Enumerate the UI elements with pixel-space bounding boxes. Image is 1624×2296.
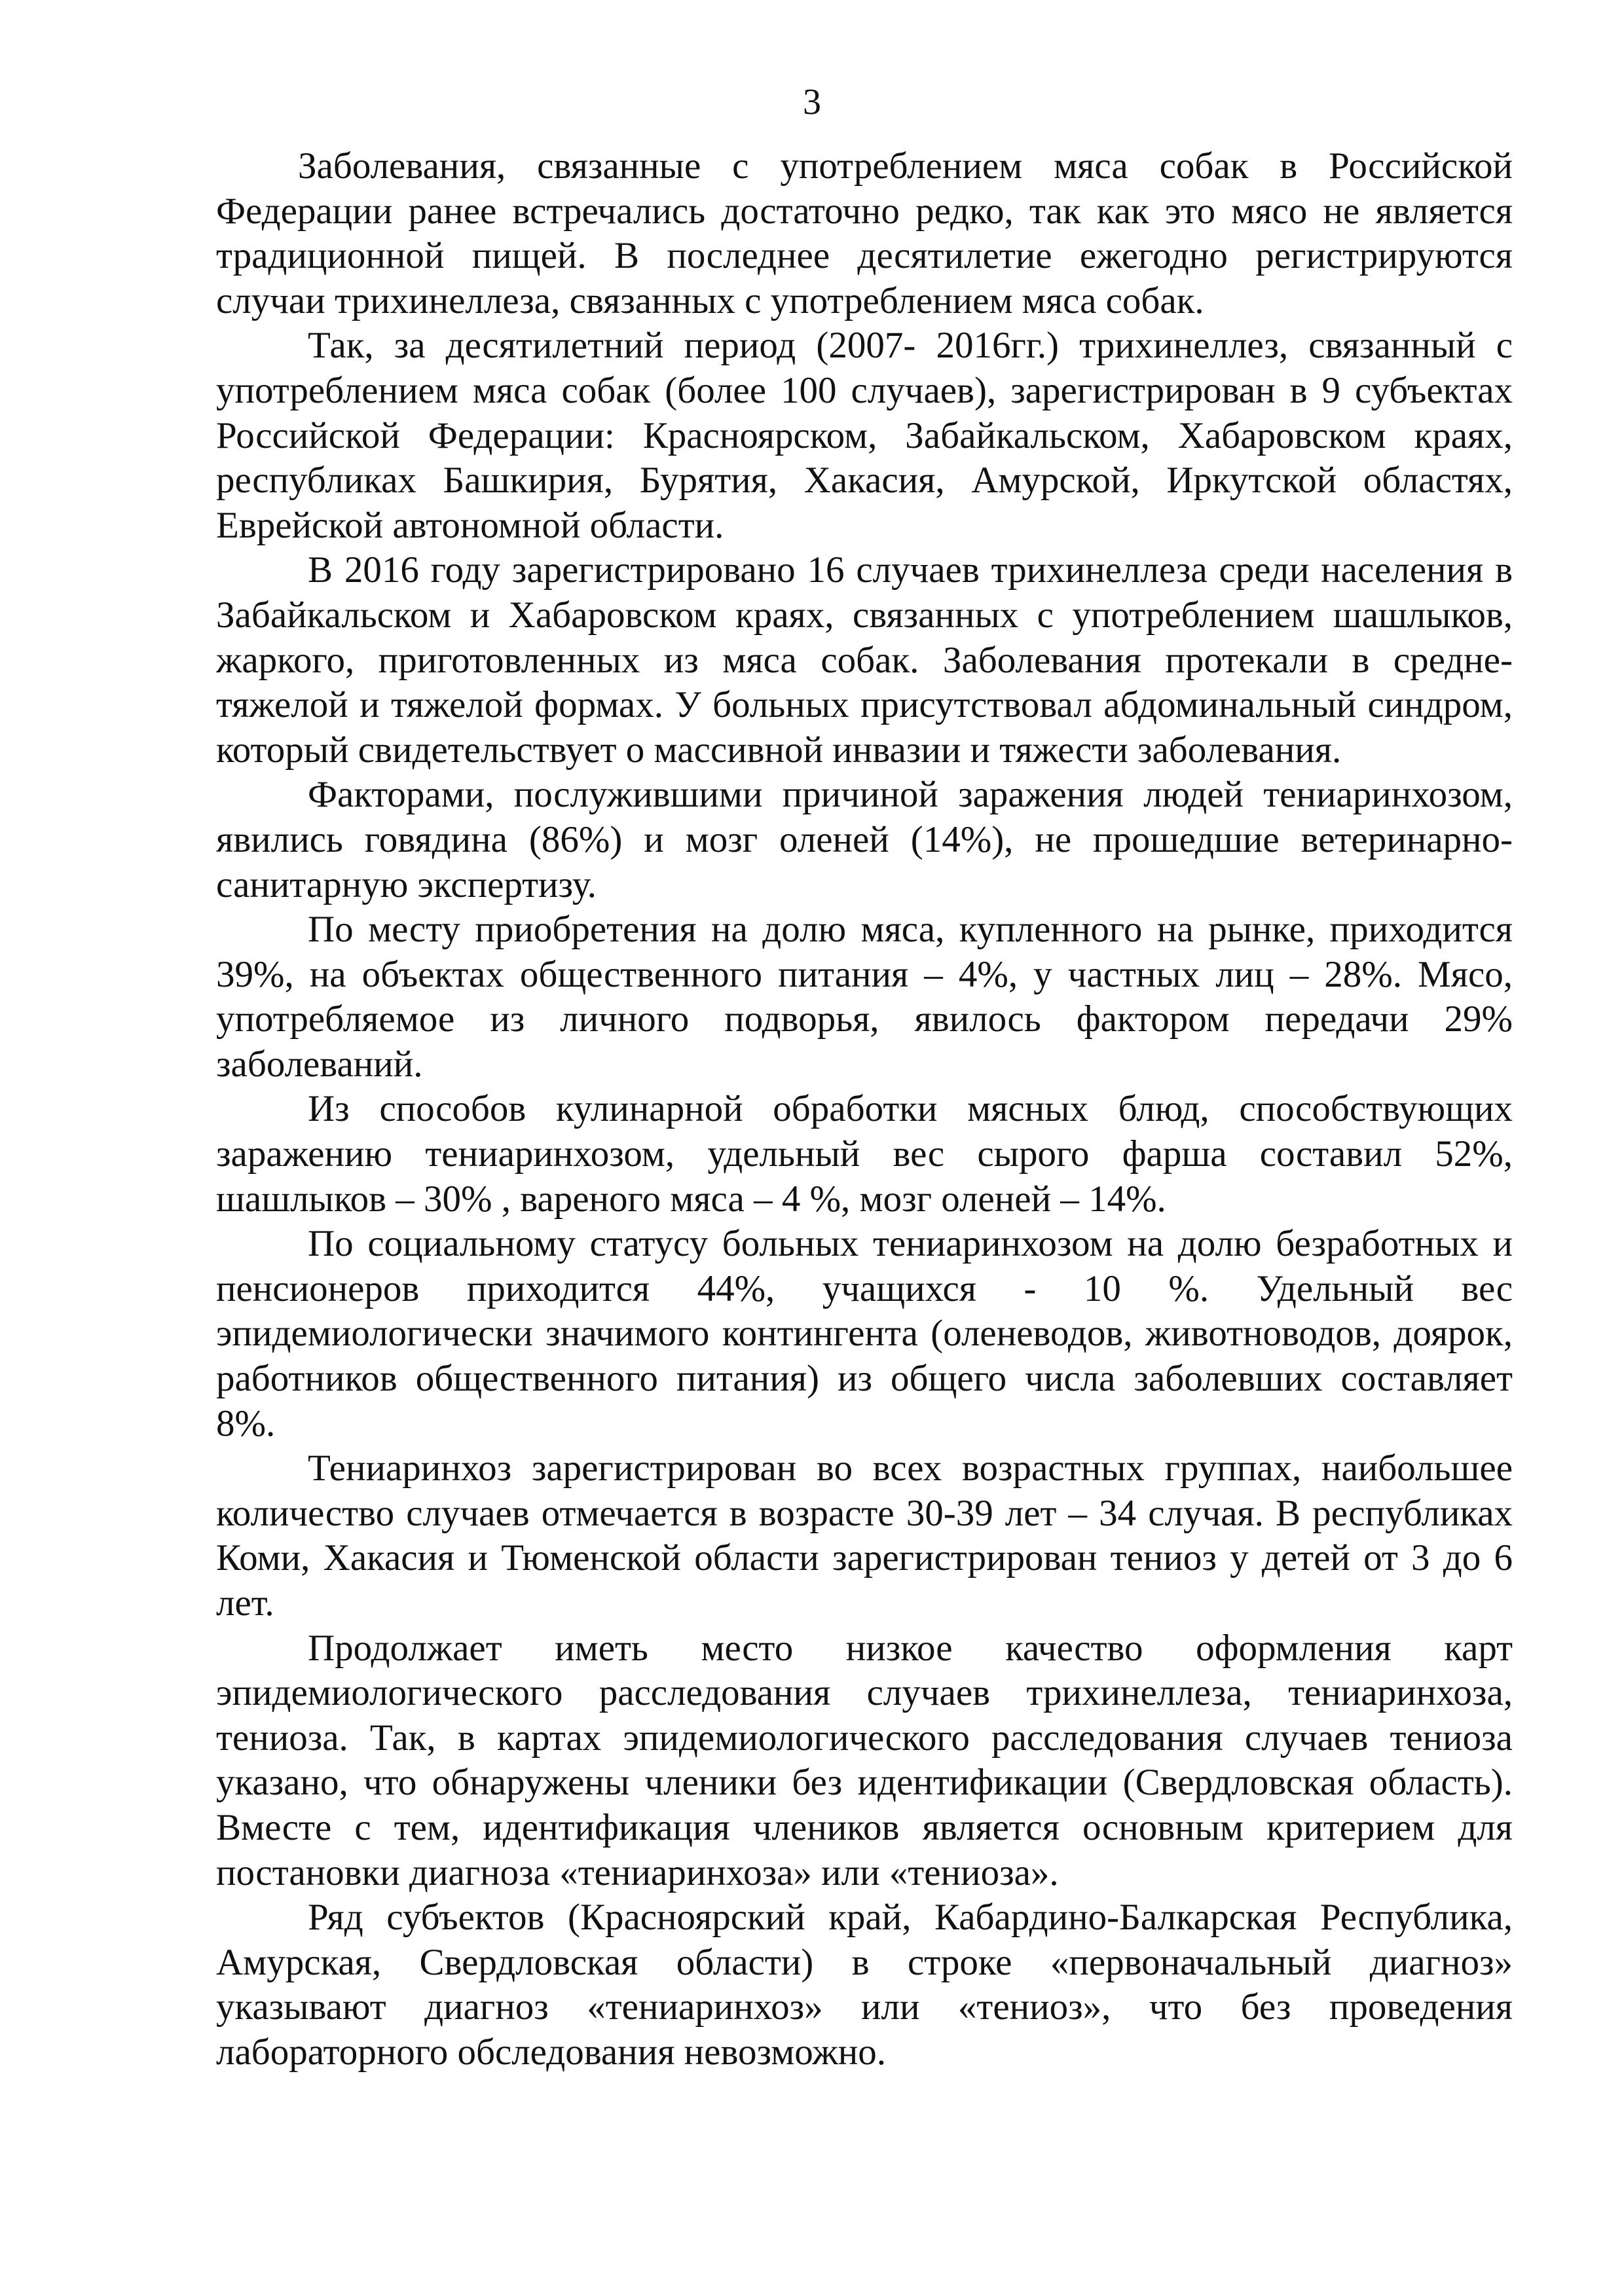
paragraph-initial-diagnosis: Ряд субъектов (Красноярский край, Кабардино-Балкарская Республика, Амурская, Свердловская области) в строке «первоначальный диагноз» указывают диагноз «тениаринхоз» или «тениоз», что без проведения лабораторного обследования невозможно. — [216, 1897, 1513, 2073]
paragraph-dog-meat-diseases: Заболевания, связанные с употреблением мяса собак в Российской Федерации ранее встречались достаточно редко, так как это мясо не является традиционной пищей. В последнее десятилетие ежегодно регистрируются случаи трихинеллеза, связанных с употреблением мяса собак. — [216, 145, 1513, 321]
paragraph-purchase-place: По месту приобретения на долю мяса, купленного на рынке, приходится 39%, на объектах общественного питания – 4%, у частных лиц – 28%. Мясо, употребляемое из личного подворья, явилось фактором передачи 29% заболеваний. — [216, 909, 1513, 1085]
paragraph-2016-cases: В 2016 году зарегистрировано 16 случаев трихинеллеза среди населения в Забайкальском и Хабаровском краях, связанных с употреблением шашлыков, жаркого, приготовленных из мяса собак. Заболевания протекали в средне-тяжелой и тяжелой формах. У больных присутствовал абдоминальный синдром, который свидетельствует о массивной инвазии и тяжести заболевания. — [216, 549, 1513, 771]
page-number: 3 — [803, 82, 821, 122]
paragraph-cooking-methods: Из способов кулинарной обработки мясных блюд, способствующих заражению тениаринхозом, удельный вес сырого фарша составил 52%, шашлыков – 30% , вареного мяса – 4 %, мозг оленей – 14%. — [216, 1088, 1513, 1220]
paragraph-investigation-quality: Продолжает иметь место низкое качество оформления карт эпидемиологического расследования случаев трихинеллеза, тениаринхоза, тениоза. Так, в картах эпидемиологического расследования случаев тениоза указано, что обнаружены членики без идентификации (Свердловская область). Вместе с тем, идентификация члеников является основным критерием для постановки диагноза «тениаринхоза» или «тениоза». — [216, 1627, 1513, 1893]
paragraph-social-status: По социальному статусу больных тениаринхозом на долю безработных и пенсионеров приходится 44%, учащихся - 10 %. Удельный вес эпидемиологически значимого контингента (оленеводов, животноводов, доярок, работников общественного питания) из общего числа заболевших составляет 8%. — [216, 1223, 1513, 1444]
document-body — [216, 144, 1513, 2075]
paragraph-trichinellosis-regions: Так, за десятилетний период (2007- 2016гг.) трихинеллез, связанный с употреблением мяса собак (более 100 случаев), зарегистрирован в 9 субъектах Российской Федерации: Красноярском, Забайкальском, Хабаровском краях, республиках Башкирия, Бурятия, Хакасия, Амурской, Иркутской областях, Еврейской автономной области. — [216, 325, 1513, 546]
paragraph-infection-factors: Факторами, послужившими причиной заражения людей тениаринхозом, явились говядина (86%) и мозг оленей (14%), не прошедшие ветеринарно-санитарную экспертизу. — [216, 774, 1513, 905]
paragraph-age-groups: Тениаринхоз зарегистрирован во всех возрастных группах, наибольшее количество случаев отмечается в возрасте 30-39 лет – 34 случая. В республиках Коми, Хакасия и Тюменской области зарегистрирован тениоз у детей от 3 до 6 лет. — [216, 1448, 1513, 1624]
